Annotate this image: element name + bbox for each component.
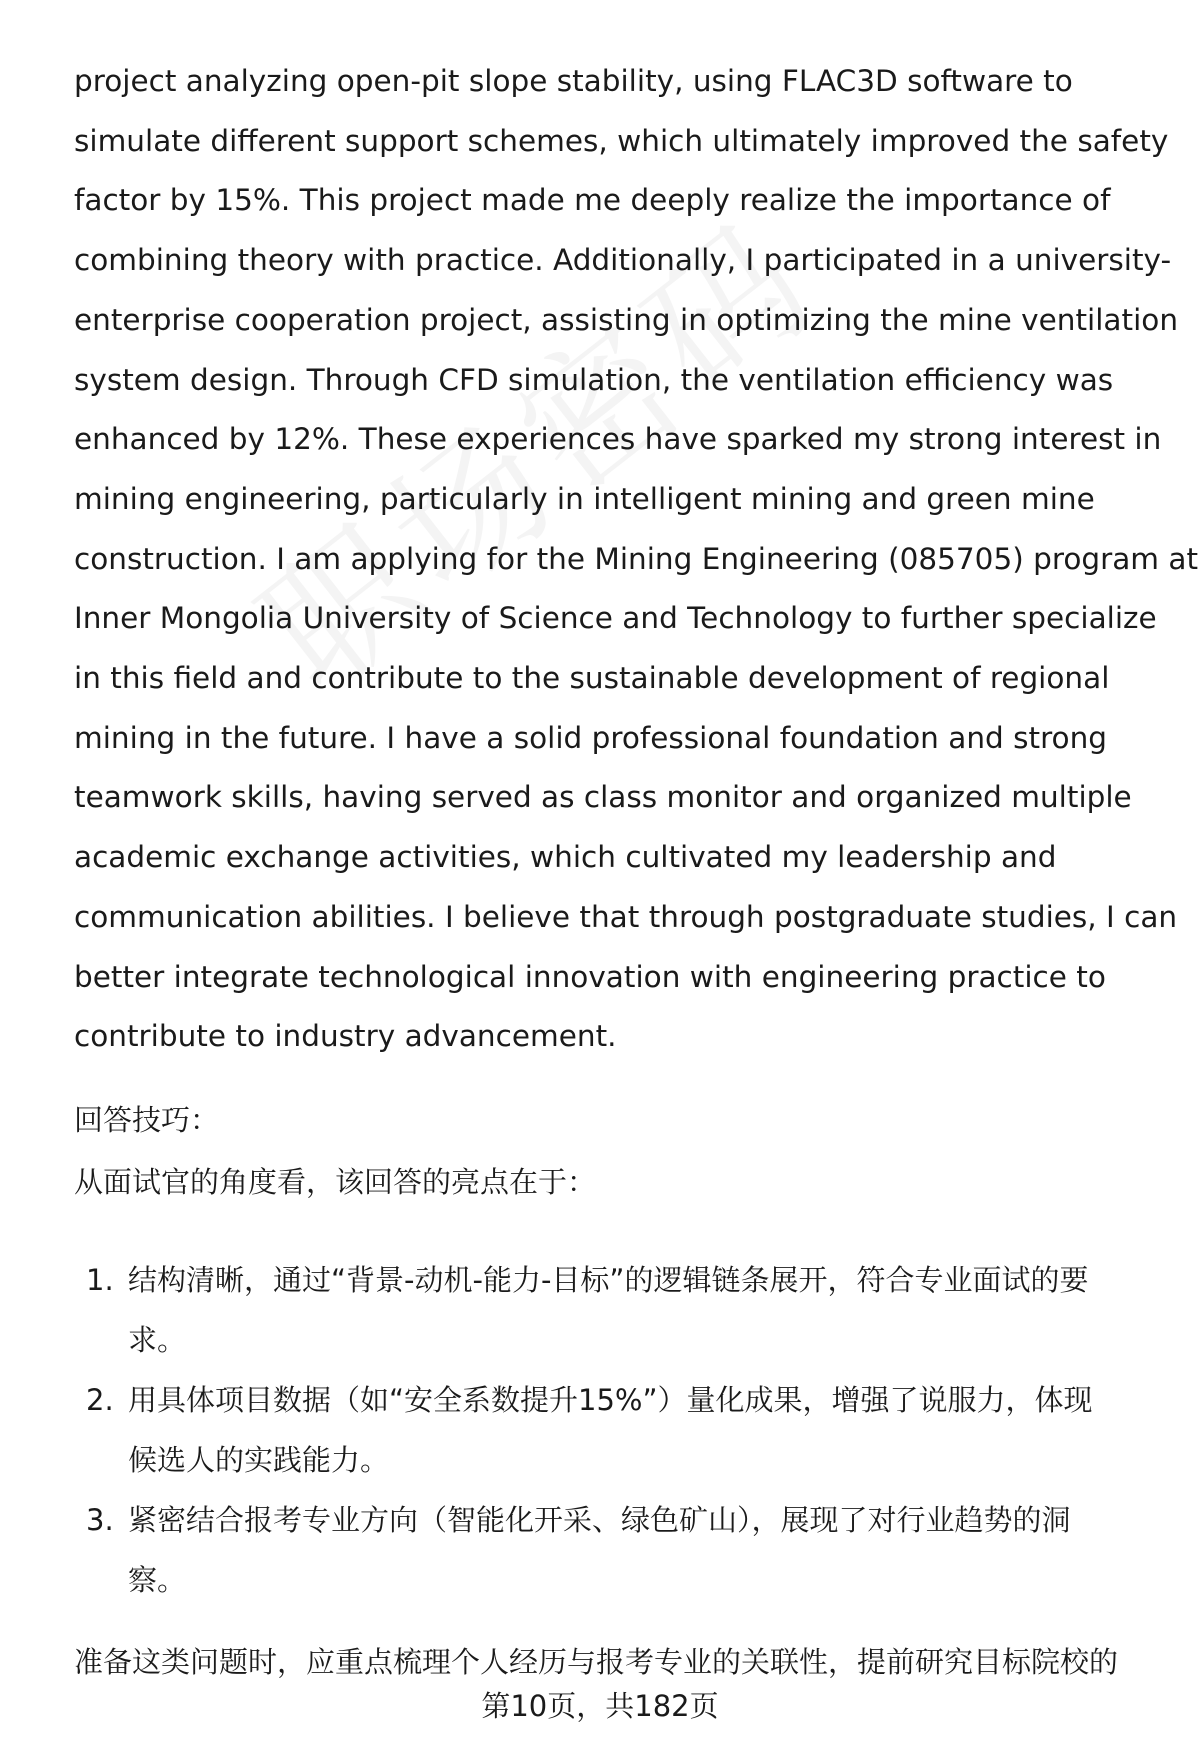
closing-paragraph: 准备这类问题时，应重点梳理个人经历与报考专业的关联性，提前研究目标院校的 <box>74 1645 1119 1679</box>
answer-line: enterprise cooperation project, assisting in optimizing the mine ventilation <box>74 302 1179 337</box>
list-item-text: 察。 <box>128 1563 187 1597</box>
page-number: 第10页，共182页 <box>481 1689 719 1723</box>
tips-list <box>74 1250 1174 1610</box>
list-item-number: 1. <box>86 1263 114 1297</box>
answer-line: in this field and contribute to the sustainable development of regional <box>74 661 1110 696</box>
list-item <box>74 1490 1174 1610</box>
answer-line: Inner Mongolia University of Science and Technology to further specialize <box>74 601 1157 636</box>
list-item-text: 候选人的实践能力。 <box>128 1443 390 1477</box>
answer-line: mining engineering, particularly in intelligent mining and green mine <box>74 481 1095 516</box>
list-item <box>74 1370 1174 1490</box>
answer-line: mining in the future. I have a solid professional foundation and strong <box>74 720 1108 755</box>
answer-line: academic exchange activities, which cultivated my leadership and <box>74 840 1057 875</box>
list-item-number: 2. <box>86 1383 114 1417</box>
answer-line: enhanced by 12%. These experiences have sparked my strong interest in <box>74 422 1162 457</box>
answer-line: teamwork skills, having served as class monitor and organized multiple <box>74 780 1132 815</box>
list-item-text: 结构清晰，通过“背景-动机-能力-目标”的逻辑链条展开，符合专业面试的要 <box>128 1263 1089 1297</box>
list-item-text: 求。 <box>128 1323 187 1357</box>
answer-line: simulate different support schemes, which ultimately improved the safety <box>74 123 1169 158</box>
answer-paragraph <box>74 52 1199 1067</box>
answer-line: communication abilities. I believe that through postgraduate studies, I can <box>74 899 1178 934</box>
list-item <box>74 1250 1174 1370</box>
list-item-number: 3. <box>86 1503 114 1537</box>
tips-heading: 回答技巧： <box>74 1103 220 1137</box>
answer-line: contribute to industry advancement. <box>74 1019 617 1054</box>
answer-line: combining theory with practice. Additionally, I participated in a university- <box>74 243 1172 278</box>
answer-line: better integrate technological innovation with engineering practice to <box>74 959 1106 994</box>
answer-line: system design. Through CFD simulation, the ventilation efficiency was <box>74 362 1114 397</box>
list-item-text: 紧密结合报考专业方向（智能化开采、绿色矿山），展现了对行业趋势的洞 <box>128 1503 1071 1537</box>
tips-intro: 从面试官的角度看，该回答的亮点在于： <box>74 1165 597 1199</box>
answer-line: factor by 15%. This project made me deeply realize the importance of <box>74 183 1111 218</box>
list-item-text: 用具体项目数据（如“安全系数提升15%”）量化成果，增强了说服力，体现 <box>128 1383 1093 1417</box>
answer-line: construction. I am applying for the Mining Engineering (085705) program at <box>74 541 1199 576</box>
answer-line: project analyzing open-pit slope stability, using FLAC3D software to <box>74 64 1073 98</box>
